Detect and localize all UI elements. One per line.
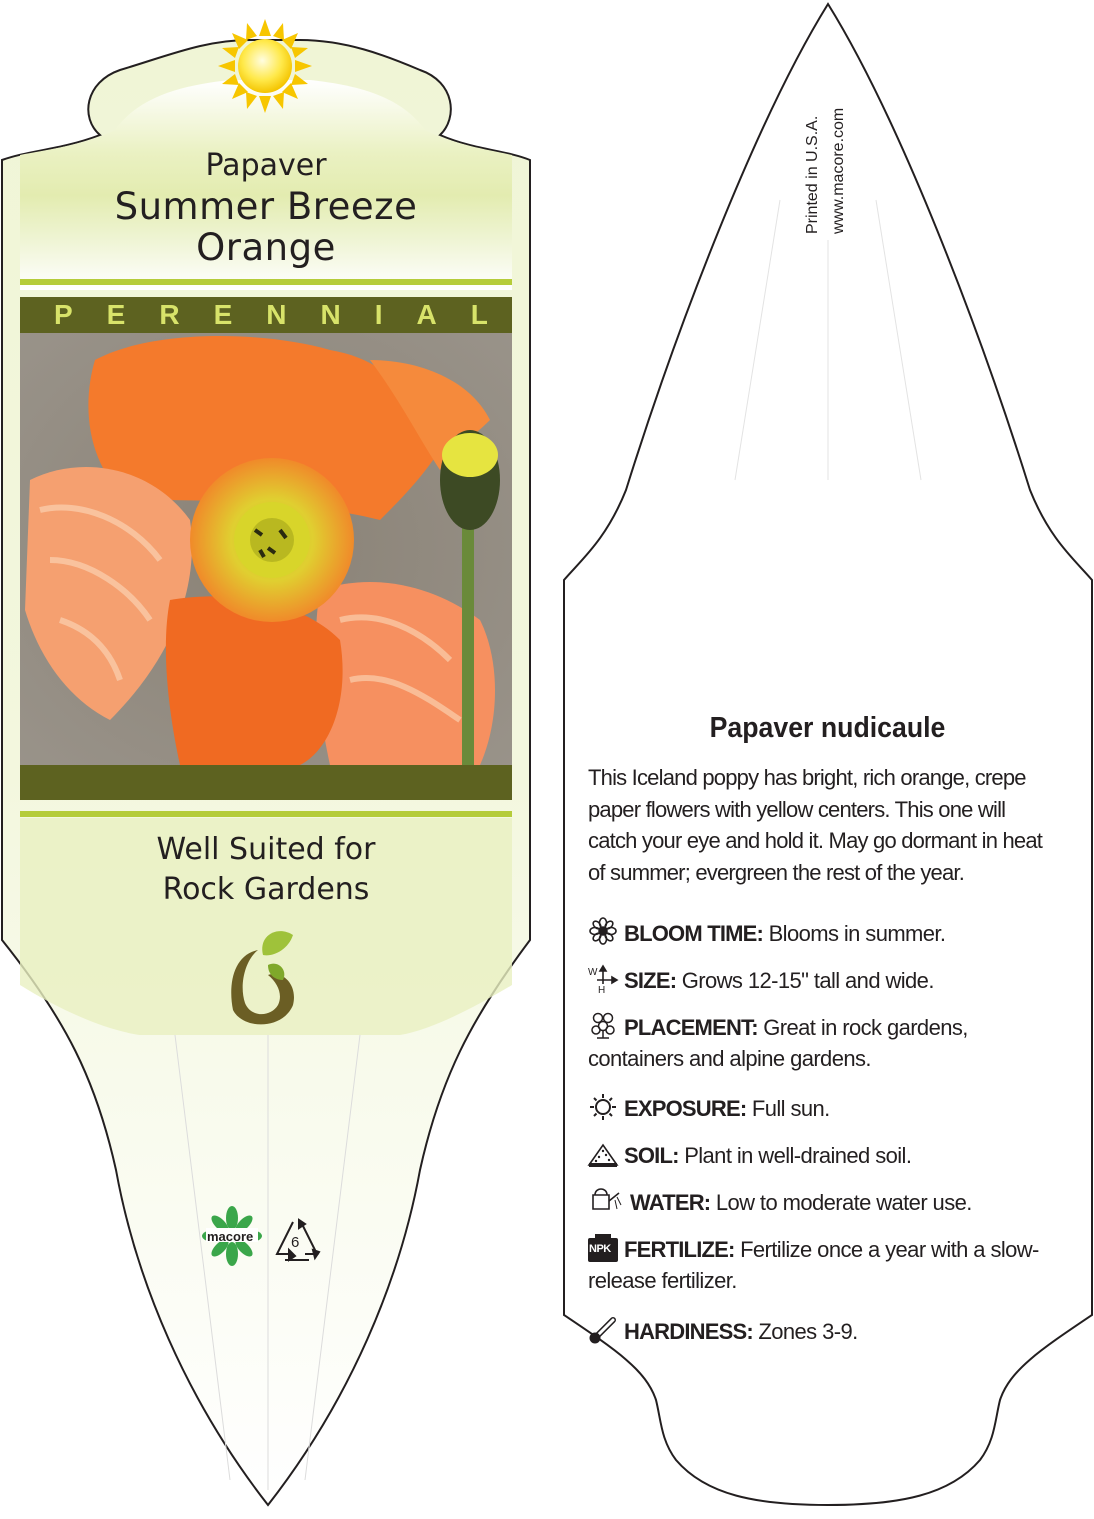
printed-line-2: www.macore.com (830, 107, 847, 234)
tagline (20, 830, 512, 910)
size-h-letter: H (598, 985, 605, 996)
care-label: PLACEMENT: (624, 1015, 758, 1040)
care-label: SIZE: (624, 968, 677, 993)
size-w-letter: W (588, 967, 597, 978)
care-label: FERTILIZE: (624, 1237, 735, 1262)
plant-cultivar (20, 186, 512, 268)
care-label: HARDINESS: (624, 1319, 753, 1344)
care-placement (588, 1012, 1060, 1074)
cultivar-line-1: Summer Breeze (114, 185, 418, 228)
care-size (588, 965, 1060, 996)
care-text: Great in rock gardens, containers and alpine gardens. (588, 1015, 968, 1071)
brand-wordmark: macore (207, 1229, 254, 1244)
tagline-line-2: Rock Gardens (162, 872, 370, 907)
care-text: Fertilize once a year with a slow-release fertilizer. (588, 1237, 1039, 1293)
care-text: Zones 3-9. (758, 1319, 858, 1344)
npk-label: NPK (589, 1243, 611, 1255)
poppy-photo (20, 333, 512, 765)
botanical-name: Papaver nudicaule (709, 712, 946, 744)
care-label: SOIL: (624, 1143, 679, 1168)
care-text: Blooms in summer. (768, 921, 946, 946)
tagline-line-1: Well Suited for (156, 832, 376, 867)
care-label: WATER: (630, 1190, 711, 1215)
recycle-code: 6 (291, 1234, 300, 1251)
printed-in-note (800, 64, 862, 234)
care-text: Plant in well-drained soil. (684, 1143, 912, 1168)
care-label: EXPOSURE: (624, 1096, 747, 1121)
care-water (588, 1187, 1060, 1218)
care-exposure (588, 1093, 1060, 1124)
care-bloom-time (588, 918, 1060, 949)
cultivar-line-2: Orange (196, 226, 336, 269)
sun-icon (218, 19, 312, 113)
plant-genus: Papaver (205, 148, 327, 183)
care-hardiness (588, 1316, 1060, 1347)
care-text: Low to moderate water use. (715, 1190, 972, 1215)
care-label: BLOOM TIME: (624, 921, 764, 946)
care-text: Full sun. (751, 1096, 830, 1121)
care-soil (588, 1140, 1060, 1171)
care-text: Grows 12-15" tall and wide. (681, 968, 934, 993)
care-fertilize (588, 1234, 1060, 1296)
plant-category-band: PERENNIAL (54, 299, 522, 330)
plant-description: This Iceland poppy has bright, rich orange, crepe paper flowers with yellow centers. This one will catch your eye and hold it. May go dormant in heat of summer; evergreen the rest of the year. (588, 765, 1043, 885)
printed-line-1: Printed in U.S.A. (804, 115, 821, 234)
